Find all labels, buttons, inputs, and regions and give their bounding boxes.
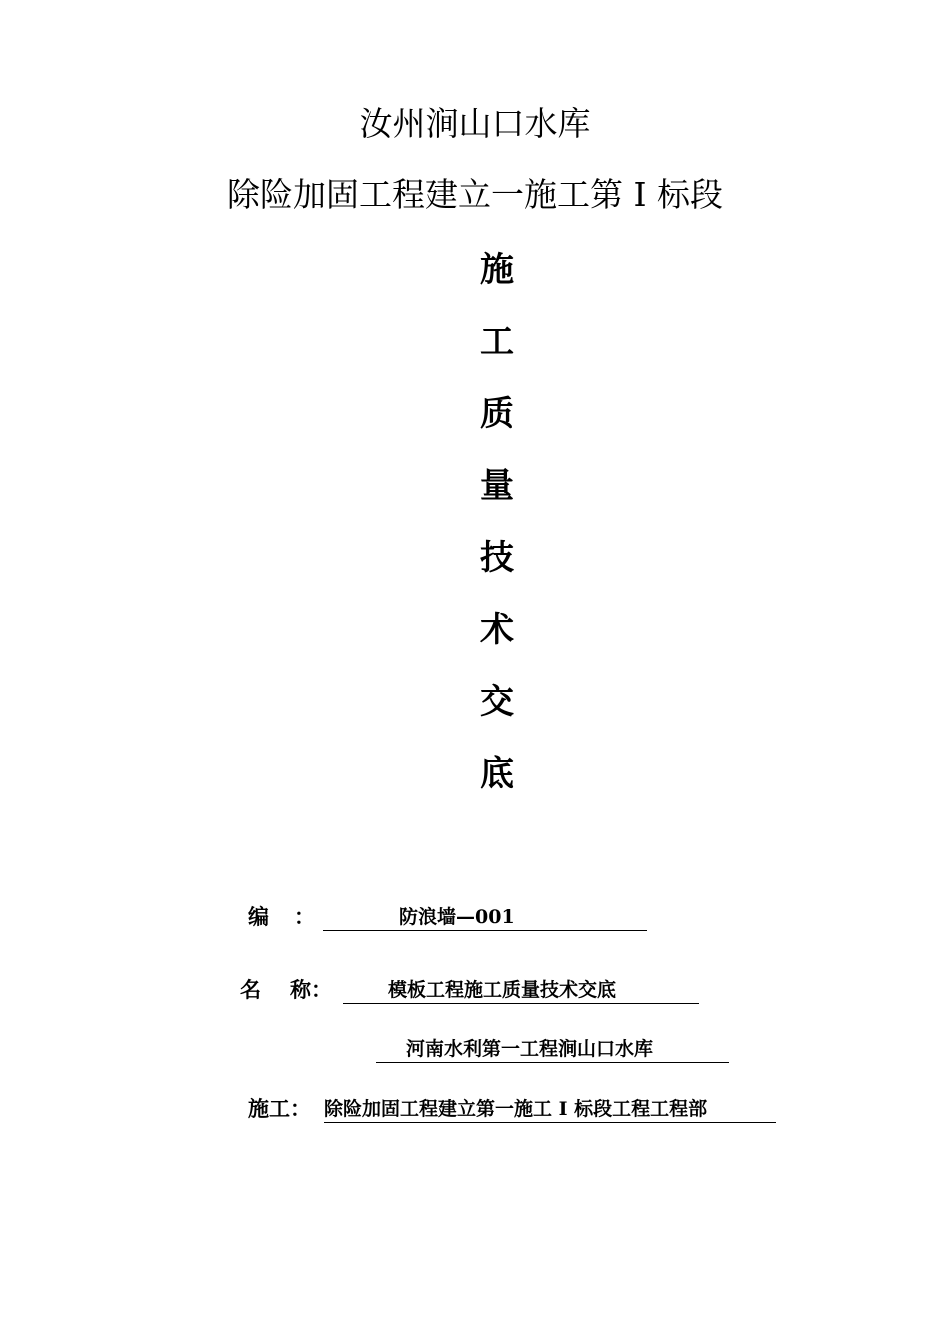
construction-label: 施工：: [248, 1096, 311, 1121]
vertical-title-char: 交: [480, 682, 514, 722]
vertical-title-char: 工: [480, 322, 514, 362]
name-value-field: [343, 977, 699, 1004]
unit-line2: 除险加固工程建立第一施工 I 标段工程工程部: [324, 1098, 708, 1120]
project-name-line: 汝州涧山口水库: [359, 104, 591, 143]
vertical-title-char: 施: [480, 250, 514, 290]
unit-line1: 河南水利第一工程涧山口水库: [406, 1038, 654, 1060]
name-label-char: 名: [240, 977, 261, 1002]
vertical-title-char: 质: [480, 394, 514, 434]
code-value: 防浪墙—001: [399, 906, 515, 928]
vertical-title-char: 术: [480, 610, 514, 650]
unit-line2-field: [324, 1096, 776, 1123]
vertical-title-char: 技: [480, 538, 514, 578]
code-value-field: [323, 904, 647, 931]
vertical-title-char: 底: [480, 754, 514, 794]
code-colon: ：: [294, 904, 315, 929]
project-section-line: 除险加固工程建立一施工第 I 标段: [226, 175, 723, 214]
name-label: 称：: [290, 977, 332, 1002]
unit-line1-field: [376, 1036, 729, 1063]
name-value: 模板工程施工质量技术交底: [388, 979, 617, 1001]
code-label: 编: [248, 904, 269, 929]
vertical-title-char: 量: [480, 466, 514, 506]
